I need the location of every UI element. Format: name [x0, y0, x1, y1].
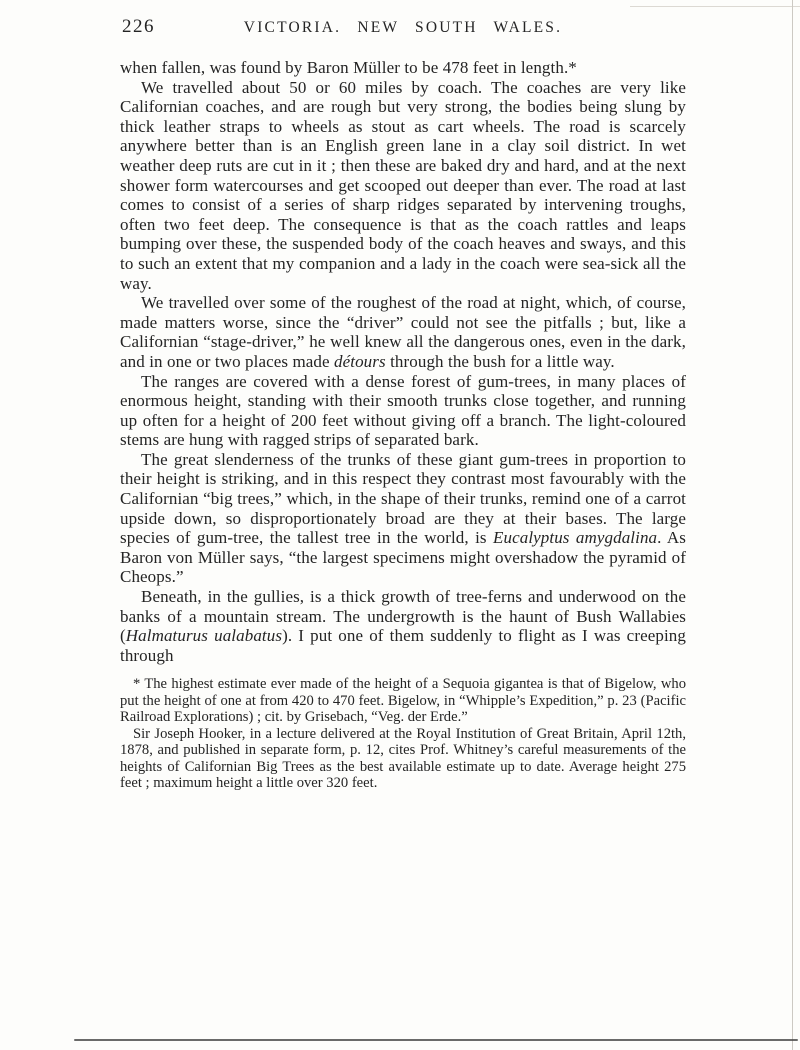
- body-paragraph: [120, 450, 686, 587]
- page-header: [120, 16, 686, 42]
- italic-term: Halmaturus ualabatus: [125, 626, 283, 646]
- italic-term: détours: [334, 351, 386, 371]
- body-paragraph: [120, 372, 686, 450]
- body-paragraph: [120, 78, 686, 294]
- footnote-paragraph: [120, 676, 686, 726]
- running-title: VICTORIA. NEW SOUTH WALES.: [243, 19, 563, 36]
- footnote-paragraph: [120, 726, 686, 792]
- scan-edge-bottom-line: [74, 1039, 798, 1041]
- scan-edge-top-line: [630, 6, 800, 7]
- body-paragraph: [120, 293, 686, 371]
- text-run: We travelled over some of the roughest of the road at night, which, of course, made matters worse, since the “driver” could not see the pitfalls ; but, like a Californian “stage-driver,” he well knew all the dangerous ones, even in the dark, and in one or two places made: [120, 293, 686, 371]
- body-paragraph: [120, 587, 686, 665]
- page-content: [120, 16, 686, 792]
- scan-edge-right-line: [792, 0, 793, 1050]
- page-number: 226: [122, 16, 155, 37]
- body-text: [120, 58, 686, 665]
- text-run: * The highest estimate ever made of the height of a Sequoia gigantea is that of Bigelow, who put the height of one at from 420 to 470 feet. Bigelow, in “Whipple’s Expedition,” p. 23 (Pacific Railroad Explorations) ; cit. by Grisebach, “Veg. der Erde.”: [120, 676, 686, 726]
- text-run: ). I put one of them suddenly to flight as I was creeping through: [120, 626, 686, 665]
- text-run: through the bush for a little way.: [385, 351, 615, 371]
- italic-term: Eucalyptus amygdalina: [492, 528, 658, 548]
- footnotes: [120, 676, 686, 792]
- body-paragraph: [120, 58, 686, 78]
- text-run: Sir Joseph Hooker, in a lecture delivered at the Royal Institution of Great Britain, April 12th, 1878, and published in separate form, p. 12, cites Prof. Whitney’s careful measurements of the heights of Californian Big Trees as the best available estimate up to date. Average height 275 feet ; maximum height a little over 320 feet.: [120, 725, 686, 792]
- text-run: Beneath, in the gullies, is a thick growth of tree-ferns and underwood on the banks of a mountain stream. The undergrowth is the haunt of Bush Wallabies (: [120, 587, 686, 646]
- text-run: We travelled about 50 or 60 miles by coach. The coaches are very like Californian coaches, and are rough but very strong, the bodies being slung by thick leather straps to wheels as stout as cart wheels. The road is scarcely anywhere better than is an English green lane in a clay soil district. In wet weather deep ruts are cut in it ; then these are baked dry and hard, and at the next shower form watercourses and get scooped out deeper than ever. The road at last comes to consist of a series of sharp ridges separated by intervening troughs, often two feet deep. The consequence is that as the coach rattles and leaps bumping over these, the suspended body of the coach heaves and sways, and this to such an extent that my companion and a lady in the coach were sea-sick all the way.: [120, 77, 686, 293]
- text-run: The ranges are covered with a dense forest of gum-trees, in many places of enormous height, standing with their smooth trunks close together, and running up often for a height of 200 feet without giving off a branch. The light-coloured stems are hung with ragged strips of separated bark.: [120, 371, 686, 450]
- text-run: The great slenderness of the trunks of these giant gum-trees in proportion to their height is striking, and in this respect they contrast most favourably with the Californian “big trees,” which, in the shape of their trunks, remind one of a carrot upside down, so disproportionately broad are they at their bases. The large species of gum-tree, the tallest tree in the world, is: [120, 449, 686, 548]
- text-run: when fallen, was found by Baron Müller to be 478 feet in length.*: [120, 58, 577, 77]
- text-run: . As Baron von Müller says, “the largest specimens might overshadow the pyramid of Cheops.”: [120, 528, 687, 587]
